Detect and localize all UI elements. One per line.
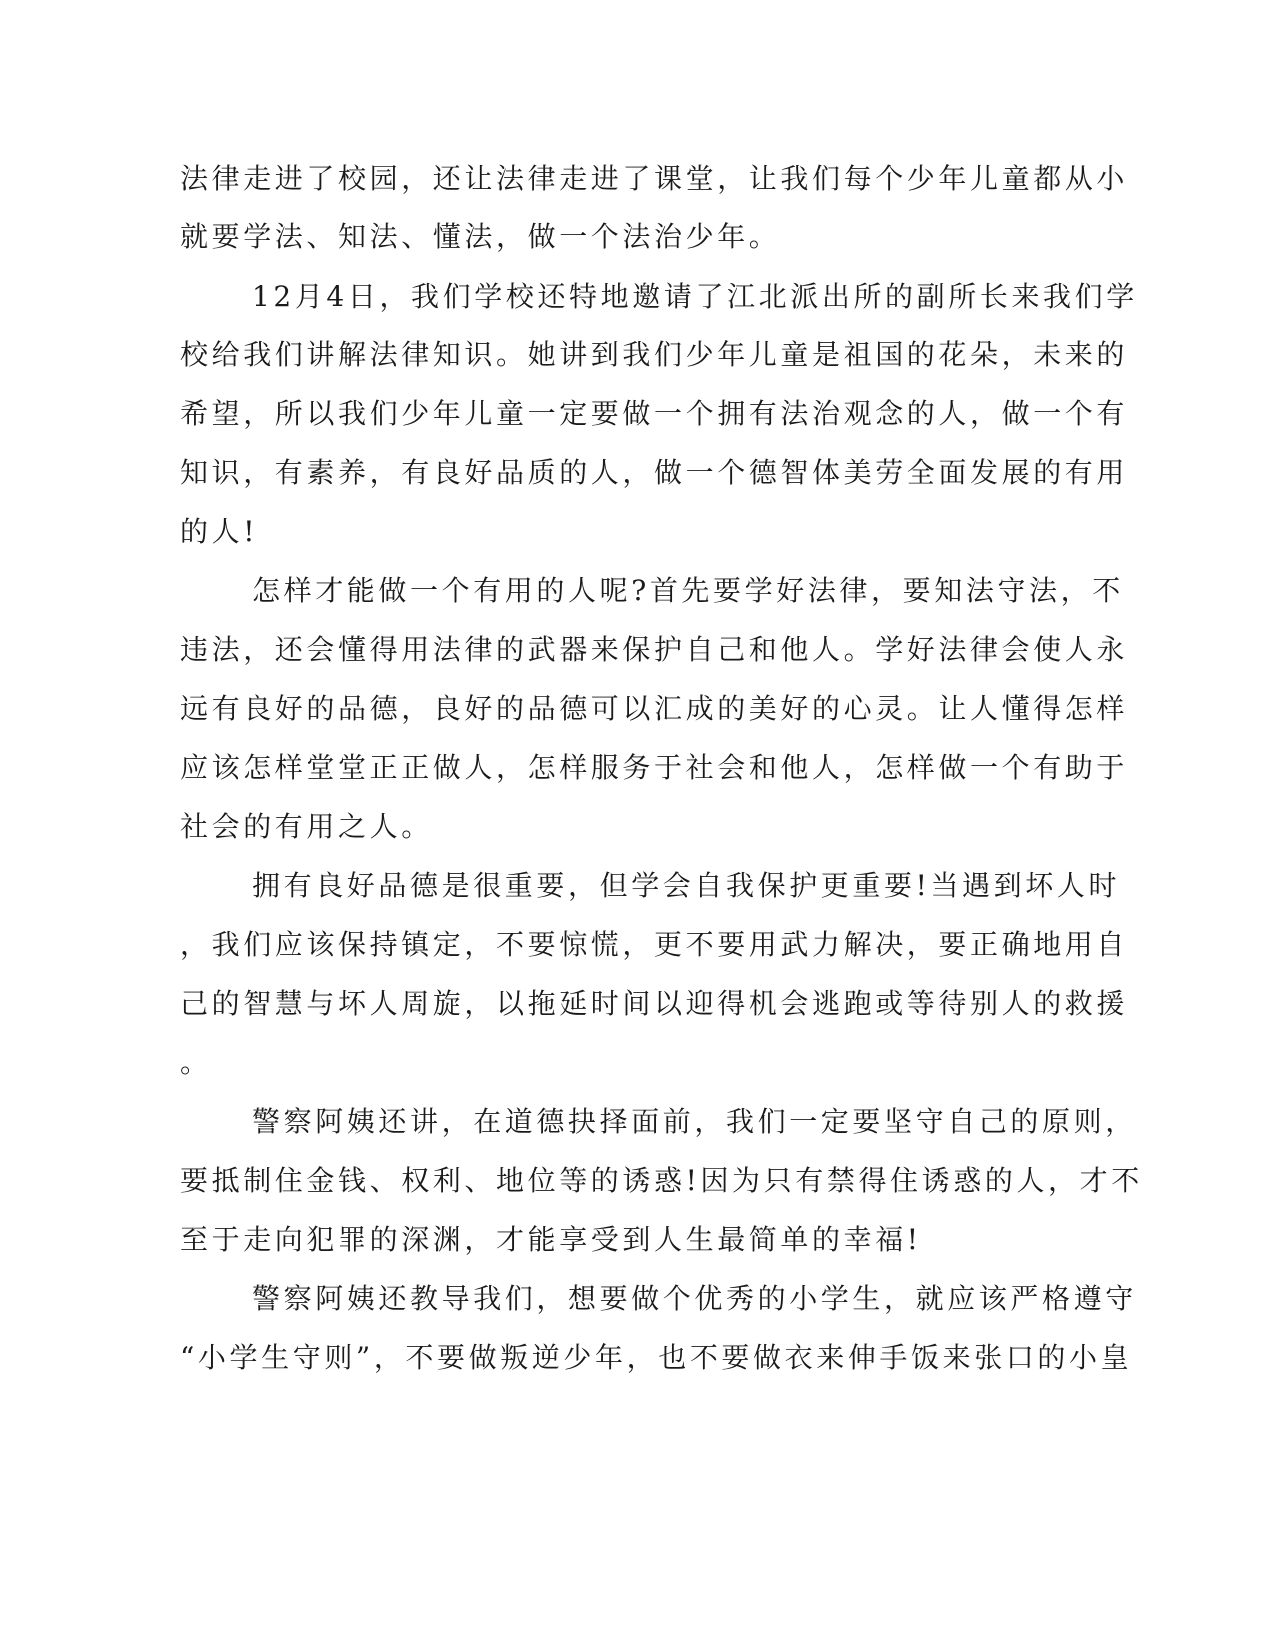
text-line: 。 bbox=[180, 1046, 212, 1079]
text-line: 要抵制住金钱、权利、地位等的诱惑!因为只有禁得住诱惑的人，才不 bbox=[180, 1164, 1143, 1197]
text-line: 的人! bbox=[180, 515, 259, 548]
text-line: 法律走进了校园，还让法律走进了课堂，让我们每个少年儿童都从小 bbox=[180, 162, 1129, 195]
text-line: ，我们应该保持镇定，不要惊慌，更不要用武力解决，要正确地用自 bbox=[180, 928, 1129, 961]
text-line: 远有良好的品德，良好的品德可以汇成的美好的心灵。让人懂得怎样 bbox=[180, 692, 1129, 725]
paragraph-start-line: 怎样才能做一个有用的人呢?首先要学好法律，要知法守法，不 bbox=[252, 574, 1124, 607]
text-line: 校给我们讲解法律知识。她讲到我们少年儿童是祖国的花朵，未来的 bbox=[180, 338, 1129, 371]
text-line: 知识，有素养，有良好品质的人，做一个德智体美劳全面发展的有用 bbox=[180, 456, 1129, 489]
paragraph-start-line: 警察阿姨还教导我们，想要做个优秀的小学生，就应该严格遵守 bbox=[252, 1282, 1137, 1315]
text-line: 至于走向犯罪的深渊，才能享受到人生最简单的幸福! bbox=[180, 1223, 922, 1256]
text-line: 应该怎样堂堂正正做人，怎样服务于社会和他人，怎样做一个有助于 bbox=[180, 751, 1129, 784]
text-line: 社会的有用之人。 bbox=[180, 810, 433, 843]
text-line: “小学生守则”，不要做叛逆少年，也不要做衣来伸手饭来张口的小皇 bbox=[180, 1341, 1133, 1374]
paragraph-start-line: 警察阿姨还讲，在道德抉择面前，我们一定要坚守自己的原则， bbox=[252, 1105, 1137, 1138]
text-line: 己的智慧与坏人周旋，以拖延时间以迎得机会逃跑或等待别人的救援 bbox=[180, 987, 1129, 1020]
paragraph-start-line: 12月4日，我们学校还特地邀请了江北派出所的副所长来我们学 bbox=[252, 280, 1138, 313]
text-line: 希望，所以我们少年儿童一定要做一个拥有法治观念的人，做一个有 bbox=[180, 397, 1129, 430]
paragraph-start-line: 拥有良好品德是很重要，但学会自我保护更重要!当遇到坏人时 bbox=[252, 869, 1121, 902]
text-line: 就要学法、知法、懂法，做一个法治少年。 bbox=[180, 220, 781, 253]
text-line: 违法，还会懂得用法律的武器来保护自己和他人。学好法律会使人永 bbox=[180, 633, 1129, 666]
